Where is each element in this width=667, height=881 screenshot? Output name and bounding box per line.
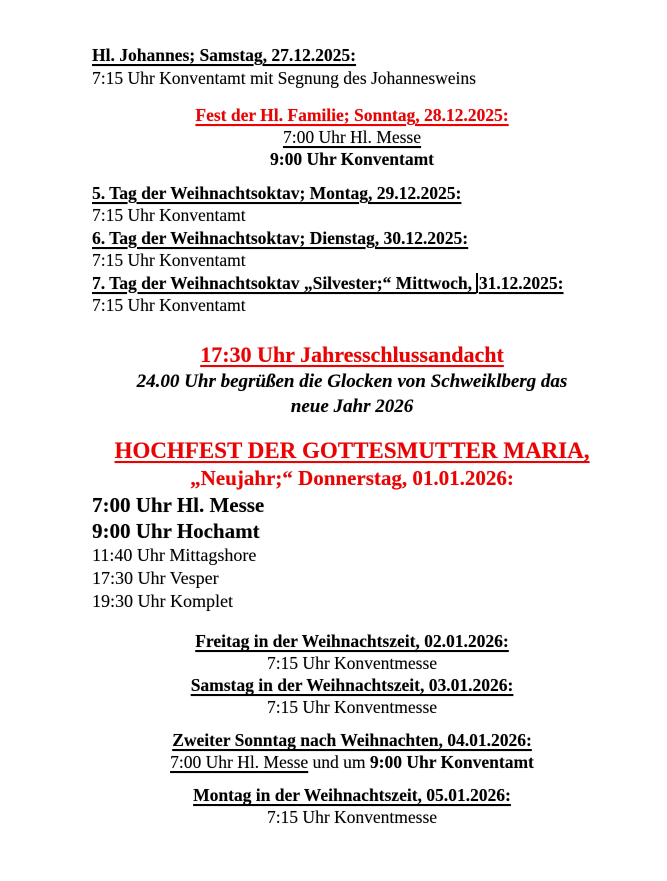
event-jan05-715: 7:15 Uhr Konventmesse bbox=[266, 807, 438, 828]
heading-jan05: Montag in der Weihnachtszeit, 05.01.2026: bbox=[193, 785, 511, 806]
text-cursor bbox=[476, 273, 478, 293]
event-jan03-715: 7:15 Uhr Konventmesse bbox=[266, 697, 438, 718]
event-dec27-715: 7:15 Uhr Konventamt mit Segnung des Johannesweins bbox=[92, 68, 476, 88]
section-dec27 bbox=[92, 44, 612, 90]
event-jan01-900: 9:00 Uhr Hochamt bbox=[92, 519, 260, 544]
heading-dec27: Hl. Johannes; Samstag, 27.12.2025: bbox=[92, 45, 356, 65]
section-jan04 bbox=[92, 729, 612, 773]
event-jan04-900: 9:00 Uhr Konventamt bbox=[369, 752, 534, 773]
event-jan02-715: 7:15 Uhr Konventmesse bbox=[266, 653, 438, 674]
heading-jan04: Zweiter Sonntag nach Weihnachten, 04.01.2026: bbox=[172, 730, 532, 751]
section-jan01 bbox=[92, 437, 612, 613]
event-jan01-1930: 19:30 Uhr Komplet bbox=[92, 591, 233, 612]
heading-dec31 bbox=[92, 272, 612, 294]
heading-dec31-after-cursor: 31.12.2025: bbox=[478, 272, 564, 293]
event-dec29-715: 7:15 Uhr Konventamt bbox=[92, 205, 246, 226]
section-weihnachtsoktav bbox=[92, 182, 612, 316]
section-dec28 bbox=[92, 104, 612, 170]
heading-dec31-before-cursor: 7. Tag der Weihnachtsoktav „Silvester;“ Mittwoch, bbox=[92, 272, 477, 293]
event-jan01-1140: 11:40 Uhr Mittagshore bbox=[92, 545, 257, 566]
bells-line-1: 24.00 Uhr begrüßen die Glocken von Schweiklberg das bbox=[136, 371, 568, 393]
event-jan01-700: 7:00 Uhr Hl. Messe bbox=[92, 493, 265, 518]
heading-jan01-hochfest: HOCHFEST DER GOTTESMUTTER MARIA, bbox=[114, 438, 590, 464]
event-dec30-715: 7:15 Uhr Konventamt bbox=[92, 250, 246, 271]
section-jan05 bbox=[92, 784, 612, 828]
event-jan01-1730: 17:30 Uhr Vesper bbox=[92, 568, 219, 589]
event-dec31-1730: 17:30 Uhr Jahresschlussandacht bbox=[200, 342, 504, 368]
section-jan02-03 bbox=[92, 630, 612, 718]
event-jan04-times bbox=[92, 751, 612, 773]
heading-jan02: Freitag in der Weihnachtszeit, 02.01.2026: bbox=[195, 631, 509, 652]
heading-dec28: Fest der Hl. Familie; Sonntag, 28.12.2025: bbox=[195, 105, 509, 125]
heading-dec30: 6. Tag der Weihnachtsoktav; Dienstag, 30.12.2025: bbox=[92, 227, 469, 248]
heading-dec29: 5. Tag der Weihnachtsoktav; Montag, 29.12.2025: bbox=[92, 183, 462, 203]
event-dec28-700: 7:00 Uhr Hl. Messe bbox=[282, 127, 422, 147]
event-jan04-connector: und um bbox=[308, 752, 370, 773]
heading-jan01-neujahr: „Neujahr;“ Donnerstag, 01.01.2026: bbox=[190, 466, 514, 491]
event-jan04-700: 7:00 Uhr Hl. Messe bbox=[170, 752, 309, 773]
section-silvester-evening bbox=[92, 341, 612, 419]
event-dec31-715: 7:15 Uhr Konventamt bbox=[92, 295, 246, 316]
bells-line-2: neue Jahr 2026 bbox=[290, 396, 414, 418]
event-dec28-900: 9:00 Uhr Konventamt bbox=[270, 149, 434, 169]
heading-jan03: Samstag in der Weihnachtszeit, 03.01.2026: bbox=[190, 675, 514, 696]
